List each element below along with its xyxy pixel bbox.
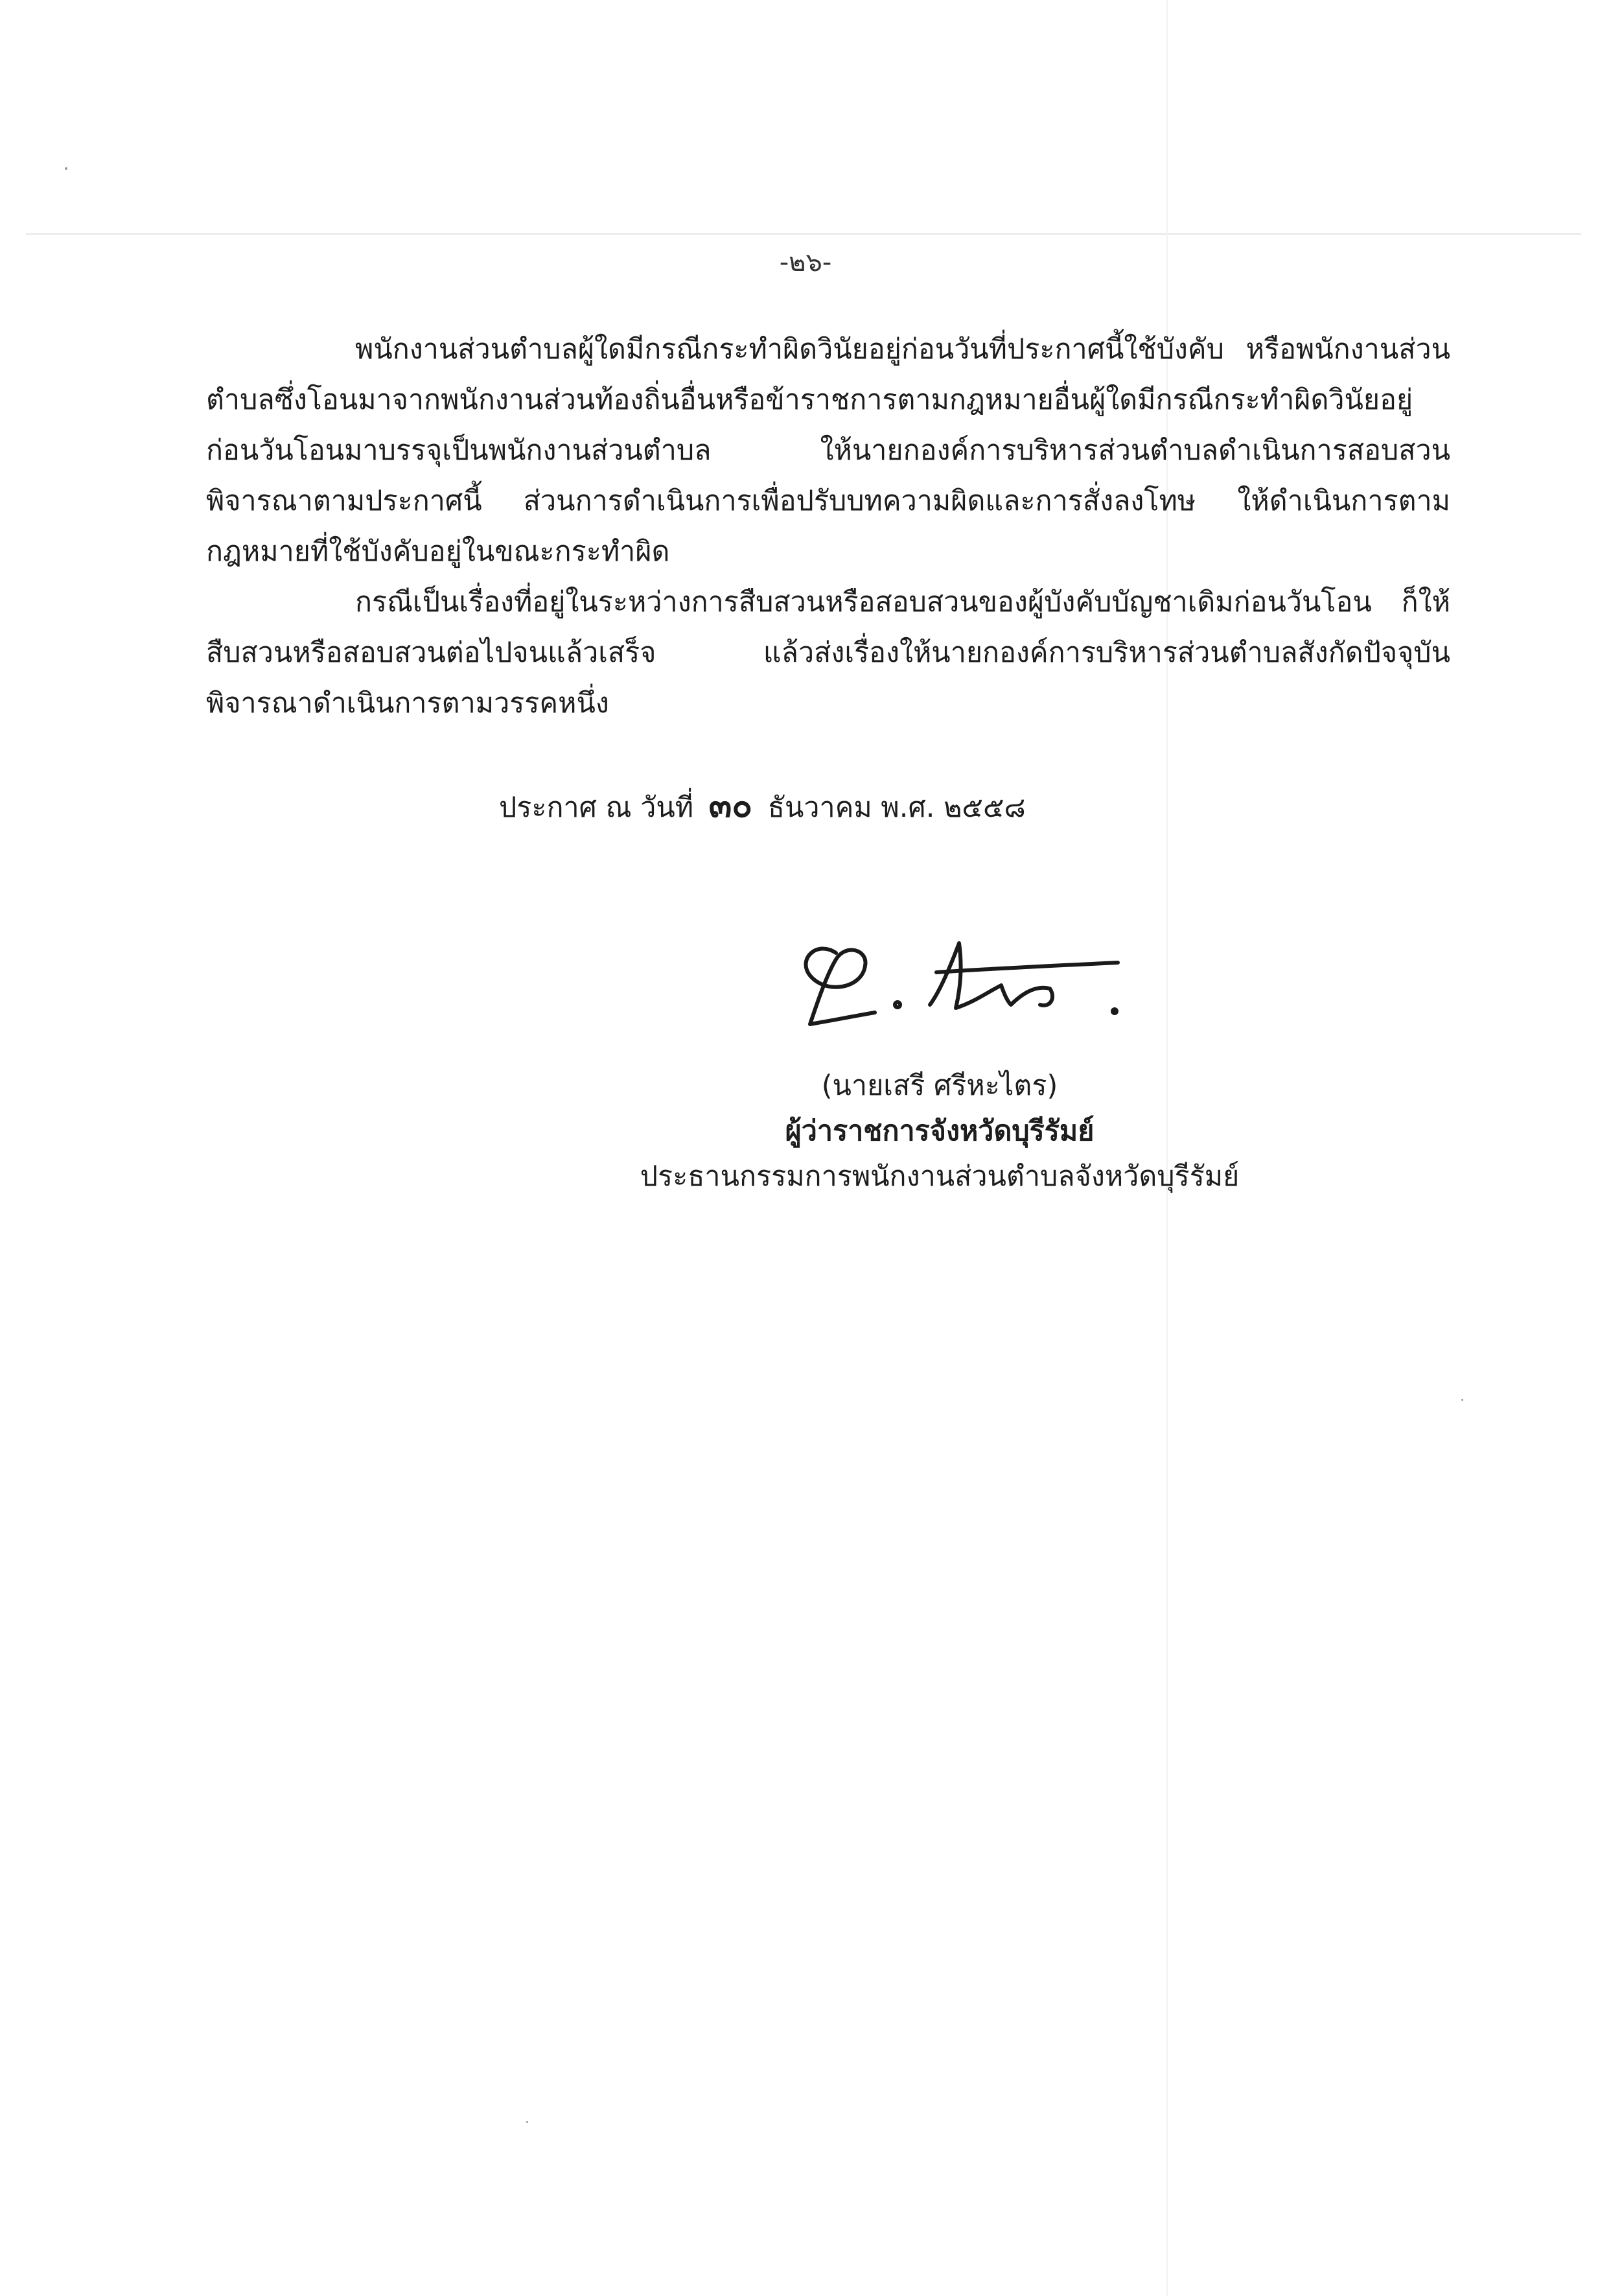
- paragraph-1: พนักงานส่วนตำบลผู้ใดมีกรณีกระทำผิดวินัยอยู่ก่อนวันที่ประกาศนี้ใช้บังคับ หรือพนักงานส่วนตำบลซึ่งโอนมาจากพนักงานส่วนท้องถิ่นอื่นหรือข้าราชการตามกฎหมายอื่นผู้ใดมีกรณีกระทำผิดวินัยอยู่ก่อนวันโอนมาบรรจุเป็นพนักงานส่วนตำบล ให้นายกองค์การบริหารส่วนตำบลดำเนินการสอบสวนพิจารณาตามประกาศนี้ ส่วนการดำเนินการเพื่อปรับบทความผิดและการสั่งลงโทษ ให้ดำเนินการตามกฎหมายที่ใช้บังคับอยู่ในขณะกระทำผิด: [206, 333, 1450, 568]
- announcement-date: [499, 778, 1026, 832]
- announcement-prefix: ประกาศ ณ วันที่: [499, 791, 694, 824]
- scan-speck: [65, 167, 67, 170]
- signature-image: [791, 914, 1128, 1037]
- scan-speck: [526, 2121, 528, 2123]
- signer-role: ประธานกรรมการพนักงานส่วนตำบลจังหวัดบุรีรัมย์: [640, 1160, 1240, 1193]
- announcement-month-year: ธันวาคม พ.ศ. ๒๕๕๘: [767, 791, 1026, 824]
- paragraph-2: กรณีเป็นเรื่องที่อยู่ในระหว่างการสืบสวนหรือสอบสวนของผู้บังคับบัญชาเดิมก่อนวันโอน ก็ให้สืบสวนหรือสอบสวนต่อไปจนแล้วเสร็จ แล้วส่งเรื่องให้นายกองค์การบริหารส่วนตำบลสังกัดปัจจุบันพิจารณาดำเนินการตามวรรคหนึ่ง: [206, 586, 1450, 720]
- page-number: -๒๖-: [779, 248, 832, 277]
- scan-edge-line: [26, 233, 1581, 235]
- body-text: [206, 324, 1450, 729]
- signer-block: [518, 1063, 1361, 1199]
- signer-position: ผู้ว่าราชการจังหวัดบุรีรัมย์: [785, 1115, 1095, 1147]
- announcement-day: ๓๐: [708, 786, 753, 825]
- signer-name: (นายเสรี ศรีหะไตร): [821, 1070, 1058, 1102]
- scan-speck: [1461, 1399, 1463, 1401]
